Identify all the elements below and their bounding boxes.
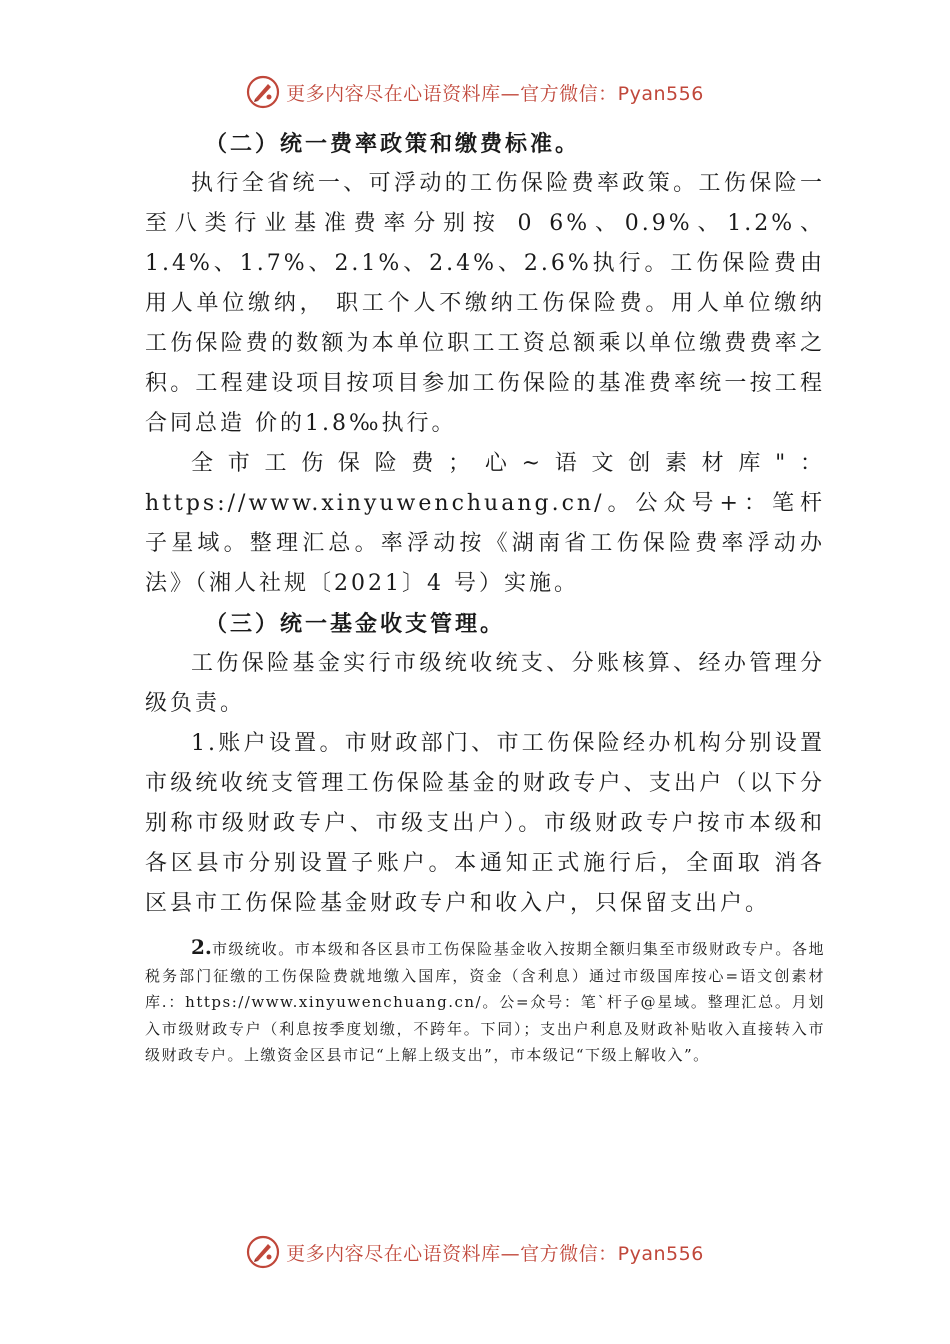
header-watermark-banner (0, 72, 950, 112)
paragraph-fund-management: 工伤保险基金实行市级统收统支、分账核算、经办管理分级负责。 (145, 651, 825, 716)
document-body (145, 124, 825, 1069)
section-heading-3: （三）统一基金收支管理。 (205, 611, 506, 637)
watermark-text: 更多内容尽在心语资料库—官方微信：Pyan556 (286, 82, 704, 105)
watermark-text: 更多内容尽在心语资料库—官方微信：Pyan556 (286, 1242, 704, 1265)
item-text: 市级统收。市本级和各区县市工伤保险基金收入按期全额归集至市级财政专户。各地税务部门征缴的工伤保险费就地缴入国库，资金（含利息）通过市级国库按心=语文创素材库.：https://www.xinyuwenchuang.cn/。公=众号：笔`杆子@星域。整理汇总。月划入市级财政专户（利息按季度划缴，不跨年。下同）；支出户利息及财政补贴收入直接转入市级财政专户。上缴资金区县市记“上解上级支出”，市本级记“下级上解收入”。 (145, 940, 825, 1064)
footer-watermark-banner (0, 1232, 950, 1272)
paragraph-rate-policy: 执行全省统一、可浮动的工伤保险费率政策。工伤保险一至八类行业基准费率分别按 0 6%、0.9%、1.2%、1.4%、1.7%、2.1%、2.4%、2.6%执行。工伤保险费由用人单位缴纳， 职工个人不缴纳工伤保险费。用人单位缴纳工伤保险费的数额为本单位职工工资总额乘以单位缴费费率之积。工程建设项目按项目参加工伤保险的基准费率统一按工程合同总造 价的1.8‰执行。 (145, 171, 825, 436)
paragraph-account-setup: 1.账户设置。市财政部门、市工伤保险经办机构分别设置市级统收统支管理工伤保险基金的财政专户、支出户（以下分别称市级财政专户、市级支出户）。市级财政专户按市本级和各区县市分别设置子账户。本通知正式施行后，全面取 消各区县市工伤保险基金财政专户和收入户，只保留支出户。 (145, 731, 825, 916)
paragraph-rate-float: 全市工伤保险费；心~语文创素材库"：https://www.xinyuwenchuang.cn/。公众号+：笔杆子星域。整理汇总。率浮动按《湖南省工伤保险费率浮动办法》（湘人社规〔2021〕4 号）实施。 (145, 451, 825, 596)
section-heading-2: （二）统一费率政策和缴费标准。 (205, 131, 581, 157)
paragraph-unified-collection (145, 934, 825, 1069)
watermark-logo-icon (246, 75, 280, 109)
watermark-logo-icon (246, 1235, 280, 1269)
item-number: 2. (191, 935, 212, 959)
